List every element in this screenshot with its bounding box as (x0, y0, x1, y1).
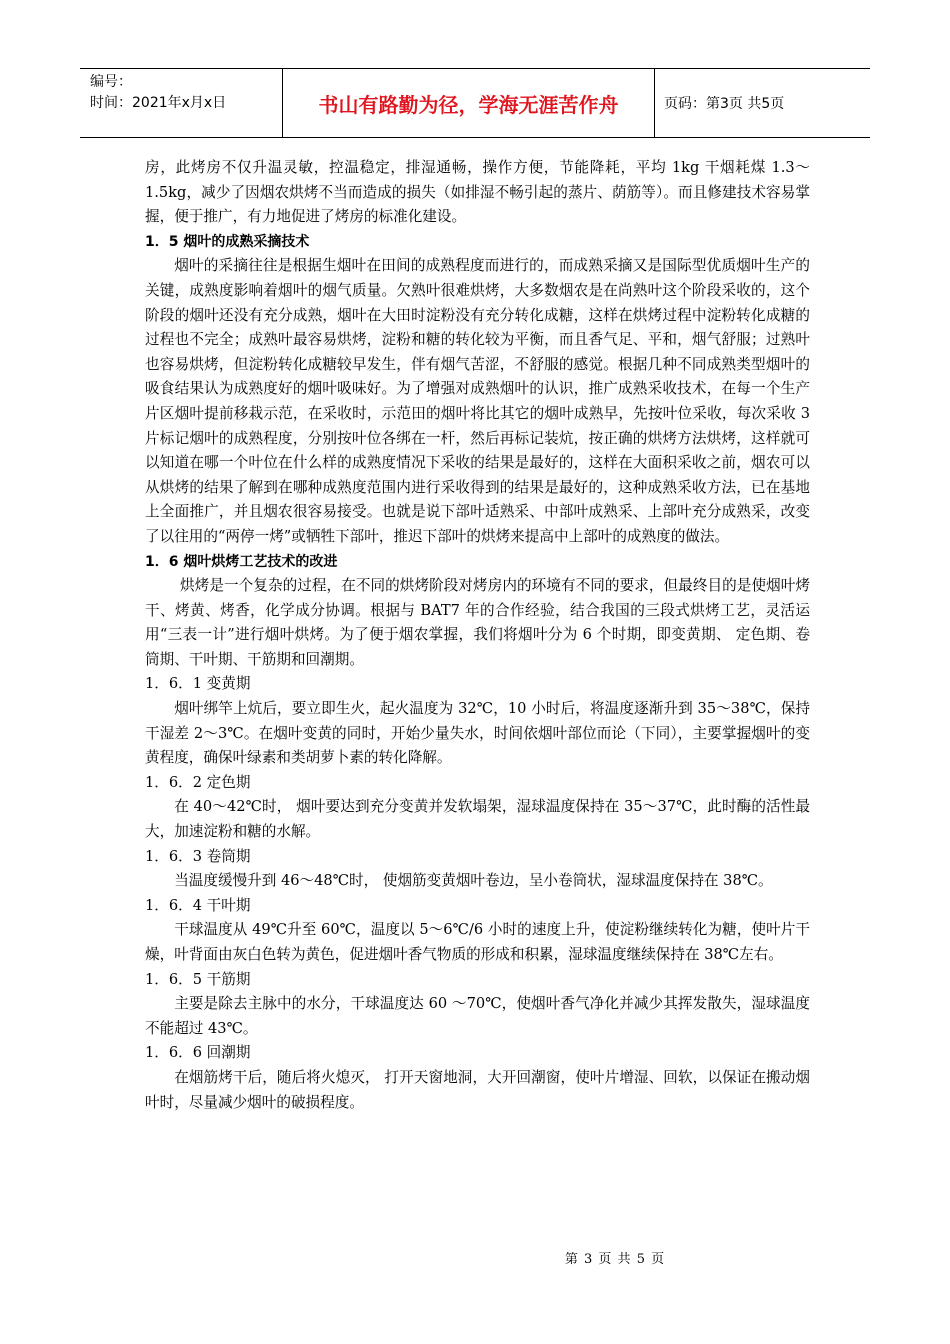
subsection-heading: 1．6．1 变黄期 (145, 675, 251, 693)
paragraph: 房，此烤房不仅升温灵敏，控温稳定，排湿通畅，操作方便，节能降耗，平均 1kg 干烟耗煤 1.3～1.5kg，减少了因烟农烘烤不当而造成的损失（如排湿不畅引起的蒸片、荫筋等）。而且修建技术容易掌握，便于推广，有力地促进了烤房的标准化建设。 (145, 159, 810, 226)
subsection-heading: 1．6．2 定色期 (145, 773, 251, 791)
header-page-info: 页码：第3页 共5页 (664, 96, 785, 112)
header-meta (80, 69, 283, 137)
section-heading: 1．5 烟叶的成熟采摘技术 (145, 233, 310, 250)
code-label: 编号： (90, 74, 132, 90)
paragraph: 烟叶绑竿上炕后，要立即生火，起火温度为 32℃，10 小时后，将温度逐渐升到 35～38℃，保持干湿差 2～3℃。在烟叶变黄的同时，开始少量失水，时间依烟叶部位而论（下同），主要掌握烟叶的变黄程度，确保叶绿素和类胡萝卜素的转化降解。 (145, 700, 810, 767)
header-motto: 书山有路勤为径，学海无涯苦作舟 (283, 69, 655, 137)
page-header (80, 68, 870, 138)
time-label: 时间：2021年x月x日 (90, 95, 227, 111)
paragraph: 在烟筋烤干后，随后将火熄灭， 打开天窗地洞，大开回潮窗，使叶片增湿、回软，以保证在搬动烟叶时，尽量减少烟叶的破损程度。 (145, 1068, 810, 1111)
subsection-heading: 1．6．4 干叶期 (145, 896, 251, 914)
page-footer: 第 3 页 共 5 页 (564, 1252, 666, 1267)
paragraph: 主要是除去主脉中的水分，干球温度达 60 ～70℃，使烟叶香气净化并减少其挥发散失，湿球温度不能超过 43℃。 (145, 995, 810, 1037)
subsection-heading: 1．6．3 卷筒期 (145, 847, 251, 865)
paragraph: 烘烤是一个复杂的过程，在不同的烘烤阶段对烤房内的环境有不同的要求，但最终目的是使烟叶烤干、烤黄、烤香，化学成分协调。根据与 BAT7 年的合作经验，结合我国的三段式烘烤工艺，灵活运用“三表一计”进行烟叶烘烤。为了便于烟农掌握，我们将烟叶分为 6 个时期，即变黄期、 定色期、卷筒期、干叶期、干筋期和回潮期。 (145, 577, 810, 668)
document-body (145, 156, 810, 1115)
paragraph: 当温度缓慢升到 46～48℃时， 使烟筋变黄烟叶卷边，呈小卷筒状，湿球温度保持在 38℃。 (174, 872, 773, 890)
section-heading: 1．6 烟叶烘烤工艺技术的改进 (145, 553, 338, 570)
paragraph: 在 40～42℃时， 烟叶要达到充分变黄并发软塌架，湿球温度保持在 35～37℃，此时酶的活性最大，加速淀粉和糖的水解。 (145, 798, 810, 841)
paragraph: 烟叶的采摘往往是根据生烟叶在田间的成熟程度而进行的，而成熟采摘又是国际型优质烟叶生产的关键，成熟度影响着烟叶的烟气质量。欠熟叶很难烘烤，大多数烟农是在尚熟叶这个阶段采收的，这个阶段的烟叶还没有充分成熟，烟叶在大田时淀粉没有充分转化成糖，这样在烘烤过程中淀粉转化成糖的过程也不完全；成熟叶最容易烘烤，淀粉和糖的转化较为平衡，而且香气足、平和，烟气舒服；过熟叶也容易烘烤，但淀粉转化成糖较早发生，伴有烟气苦涩，不舒服的感觉。根据几种不同成熟类型烟叶的吸食结果认为成熟度好的烟叶吸味好。为了增强对成熟烟叶的认识，推广成熟采收技术，在每一个生产片区烟叶提前移栽示范，在采收时，示范田的烟叶将比其它的烟叶成熟早，先按叶位采收，每次采收 3 片标记烟叶的成熟程度，分别按叶位各绑在一杆，然后再标记装炕，按正确的烘烤方法烘烤，这样就可以知道在哪一个叶位在什么样的成熟度情况下采收的结果是最好的，这样在大面积采收之前，烟农可以从烘烤的结果了解到在哪种成熟度范围内进行采收得到的结果是最好的，这种成熟采收方法，已在基地上全面推广，并且烟农很容易接受。也就是说下部叶适熟采、中部叶成熟采、上部叶充分成熟采，改变了以往用的“两停一烤”或牺牲下部叶，推迟下部叶的烘烤来提高中上部叶的成熟度的做法。 (145, 257, 810, 545)
paragraph: 干球温度从 49℃升至 60℃，温度以 5～6℃/6 小时的速度上升，使淀粉继续转化为糖，使叶片干燥，叶背面由灰白色转为黄色，促进烟叶香气物质的形成和积累，湿球温度继续保持在 38℃左右。 (145, 921, 810, 963)
subsection-heading: 1．6．6 回潮期 (145, 1044, 251, 1062)
subsection-heading: 1．6．5 干筋期 (145, 970, 251, 988)
